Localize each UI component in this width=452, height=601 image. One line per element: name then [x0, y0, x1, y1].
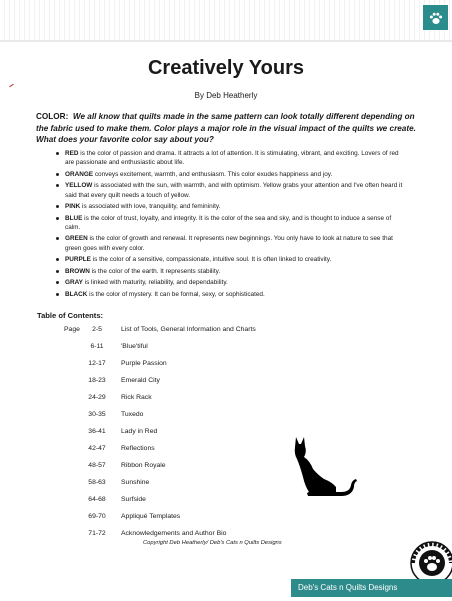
toc-entry-title: Surfside — [121, 496, 146, 503]
toc-page-range: 58-63 — [88, 479, 106, 486]
color-description: is the color of trust, loyalty, and integrity. It is the color of the sea and sky, and is thought to induce a sense of calm. — [65, 214, 392, 231]
color-name: GRAY — [65, 279, 83, 287]
color-description: is the color of growth and renewal. It represents new beginnings. You only have to look at nature to see that green goes with every color. — [65, 235, 393, 252]
toc-page-range: 24-29 — [88, 394, 106, 401]
color-name: ORANGE — [65, 170, 94, 178]
toc-page-range: 64-68 — [88, 496, 106, 503]
color-description: is associated with the sun, with warmth, and with optimism. Yellow grabs your attention and I've often heard it said that every quilt needs a touch of yellow. — [65, 182, 403, 199]
toc-page-range: 69-70 — [88, 513, 106, 520]
color-name: RED — [65, 150, 79, 157]
toc-page-range: 36-41 — [88, 428, 106, 435]
toc-entry-title: Rick Rack — [121, 394, 152, 401]
toc-page-range: 71-72 — [88, 530, 106, 537]
toc-page-range: 2-5 — [92, 326, 102, 333]
color-name: PURPLE — [65, 256, 91, 264]
toc-entry-title: Tuxedo — [121, 411, 144, 418]
page-title: Creatively Yours — [147, 57, 304, 79]
color-name: PINK — [65, 203, 81, 211]
toc-page-range: 48-57 — [88, 462, 106, 469]
toc-page-range: 42-47 — [88, 445, 106, 452]
color-description: is the color of mystery. It can be formal, sexy, or sophisticated. — [87, 290, 265, 298]
color-name: BLUE — [65, 214, 83, 222]
toc-entry-title: Reflections — [121, 445, 155, 452]
color-name: BROWN — [65, 267, 90, 275]
toc-entry-title: Purple Passion — [121, 360, 167, 367]
toc-entry-title: Emerald City — [121, 377, 160, 384]
color-description: is associated with love, tranquility, and femininity. — [80, 203, 221, 211]
toc-entry-title: 'Blue'tiful — [121, 343, 148, 350]
toc-entry-title: Appliqué Templates — [121, 513, 181, 520]
toc-page-range: 6-11 — [90, 343, 104, 350]
color-description: is the color of passion and drama. It attracts a lot of attention. It is stimulating, vibrant, and exciting. Lovers of red are passionate and enthusiastic about life. — [65, 150, 399, 167]
color-description: conveys excitement, warmth, and enthusiasm. This color exudes happiness and joy. — [93, 170, 333, 178]
color-name: YELLOW — [65, 182, 93, 190]
color-description: is linked with maturity, reliability, and dependability. — [82, 279, 228, 287]
intro-label: COLOR: — [36, 112, 69, 121]
footer-brand-text: Deb's Cats n Quilts Designs — [298, 583, 398, 592]
toc-entry-title: Sunshine — [121, 479, 150, 486]
toc-page-range: 12-17 — [88, 360, 106, 367]
toc-entry-title: List of Tools, General Information and Charts — [121, 326, 256, 333]
color-description: is the color of a sensitive, compassionate, intuitive soul. It is often linked to creativity. — [90, 256, 332, 264]
author-byline: By Deb Heatherly — [194, 91, 258, 100]
toc-entry-title: Acknowledgements and Author Bio — [121, 530, 227, 537]
black-cat-icon — [286, 435, 358, 497]
intro-text: We all know that quilts made in the same pattern can look totally different depending on the fabric used to make them. Color plays a major role in the visual impact of the quilts we create. What does your favorite color say about you? — [36, 112, 416, 144]
color-name: BLACK — [65, 290, 88, 298]
toc-page-range: 30-35 — [88, 411, 106, 418]
color-description: is the color of the earth. It represents stability. — [89, 267, 221, 275]
toc-entry-title: Lady in Red — [121, 428, 158, 435]
toc-entry-title: Ribbon Royale — [121, 462, 166, 469]
toc-page-label: Page — [64, 326, 80, 333]
color-name: GREEN — [65, 235, 88, 243]
copyright-line: Copyright Deb Heatherly/ Deb's Cats n Quilts Designs — [143, 540, 282, 546]
toc-heading: Table of Contents: — [37, 311, 104, 320]
toc-page-range: 18-23 — [88, 377, 106, 384]
